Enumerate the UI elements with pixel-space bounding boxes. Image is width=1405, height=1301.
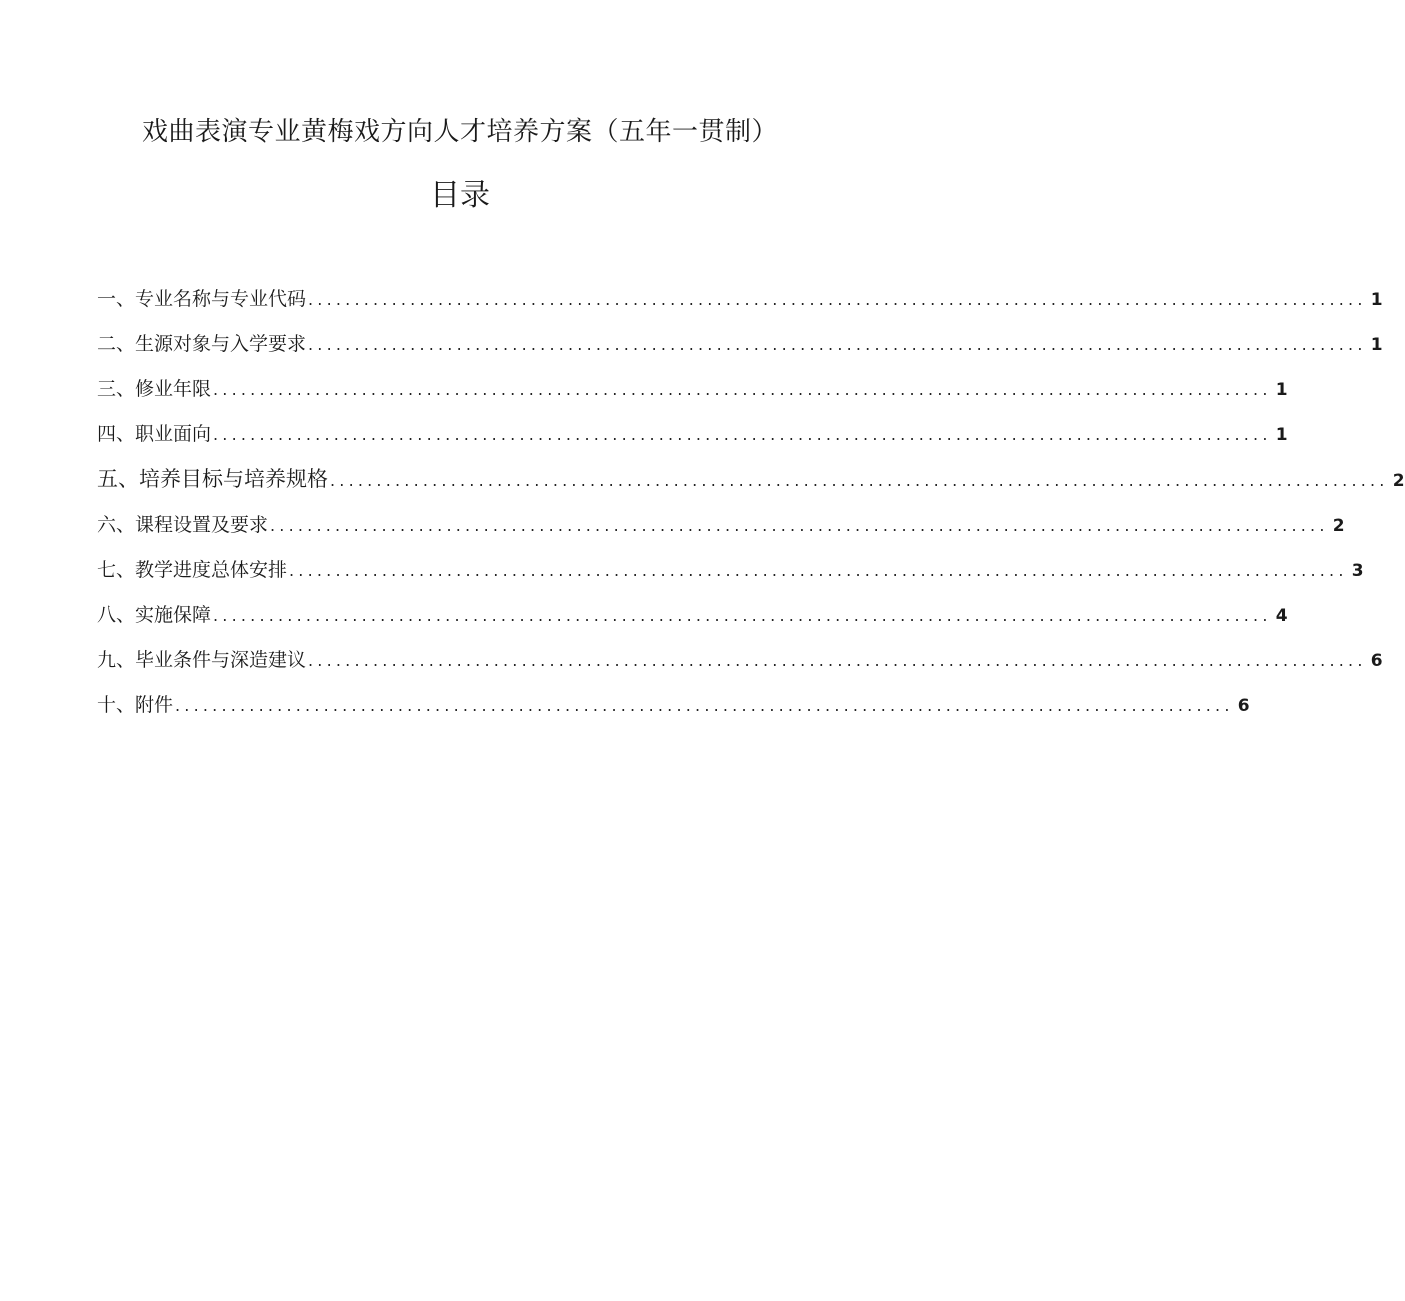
toc-page-number: 2 (1332, 516, 1345, 536)
toc-dot-leader: .................................................................................................................. (175, 696, 1234, 715)
toc-dot-leader: .................................................................................................................. (270, 516, 1329, 535)
toc-page-number: 4 (1275, 606, 1288, 626)
toc-entry-label: 八、实施保障 (97, 604, 212, 626)
toc-entry-label: 三、修业年限 (97, 378, 212, 400)
toc-entry-label: 十、附件 (97, 694, 174, 716)
toc-page-number: 1 (1275, 425, 1288, 445)
toc-page-number: 2 (1392, 471, 1405, 491)
toc-page-number: 3 (1351, 561, 1364, 581)
toc-dot-leader: .................................................................................................................. (308, 290, 1367, 309)
toc-entry-label: 二、生源对象与入学要求 (97, 333, 307, 355)
toc-entry-label: 五、培养目标与培养规格 (97, 467, 328, 491)
toc-entry-2[interactable] (97, 327, 1383, 372)
toc-page-number: 1 (1370, 335, 1383, 355)
toc-entry-5[interactable] (97, 462, 1405, 508)
toc-dot-leader: .................................................................................................................. (213, 425, 1272, 444)
table-of-contents (97, 282, 1405, 733)
toc-entry-label: 七、教学进度总体安排 (97, 559, 288, 581)
toc-dot-leader: .................................................................................................................. (330, 471, 1389, 490)
toc-entry-7[interactable] (97, 553, 1364, 598)
toc-entry-9[interactable] (97, 643, 1383, 688)
toc-heading: 目录 (430, 178, 490, 213)
toc-dot-leader: .................................................................................................................. (308, 335, 1367, 354)
toc-entry-label: 六、课程设置及要求 (97, 514, 269, 536)
toc-entry-label: 九、毕业条件与深造建议 (97, 649, 307, 671)
toc-entry-3[interactable] (97, 372, 1288, 417)
toc-entry-6[interactable] (97, 508, 1345, 553)
toc-page-number: 6 (1237, 696, 1250, 716)
toc-entry-8[interactable] (97, 598, 1288, 643)
toc-page-number: 6 (1370, 651, 1383, 671)
toc-dot-leader: .................................................................................................................. (213, 380, 1272, 399)
toc-page-number: 1 (1370, 290, 1383, 310)
toc-dot-leader: .................................................................................................................. (308, 651, 1367, 670)
toc-entry-label: 一、专业名称与专业代码 (97, 288, 307, 310)
toc-dot-leader: .................................................................................................................. (289, 561, 1348, 580)
toc-entry-label: 四、职业面向 (97, 423, 212, 445)
toc-entry-10[interactable] (97, 688, 1250, 733)
toc-page-number: 1 (1275, 380, 1288, 400)
document-title: 戏曲表演专业黄梅戏方向人才培养方案（五年一贯制） (141, 117, 778, 147)
toc-dot-leader: .................................................................................................................. (213, 606, 1272, 625)
toc-entry-4[interactable] (97, 417, 1288, 462)
toc-entry-1[interactable] (97, 282, 1383, 327)
